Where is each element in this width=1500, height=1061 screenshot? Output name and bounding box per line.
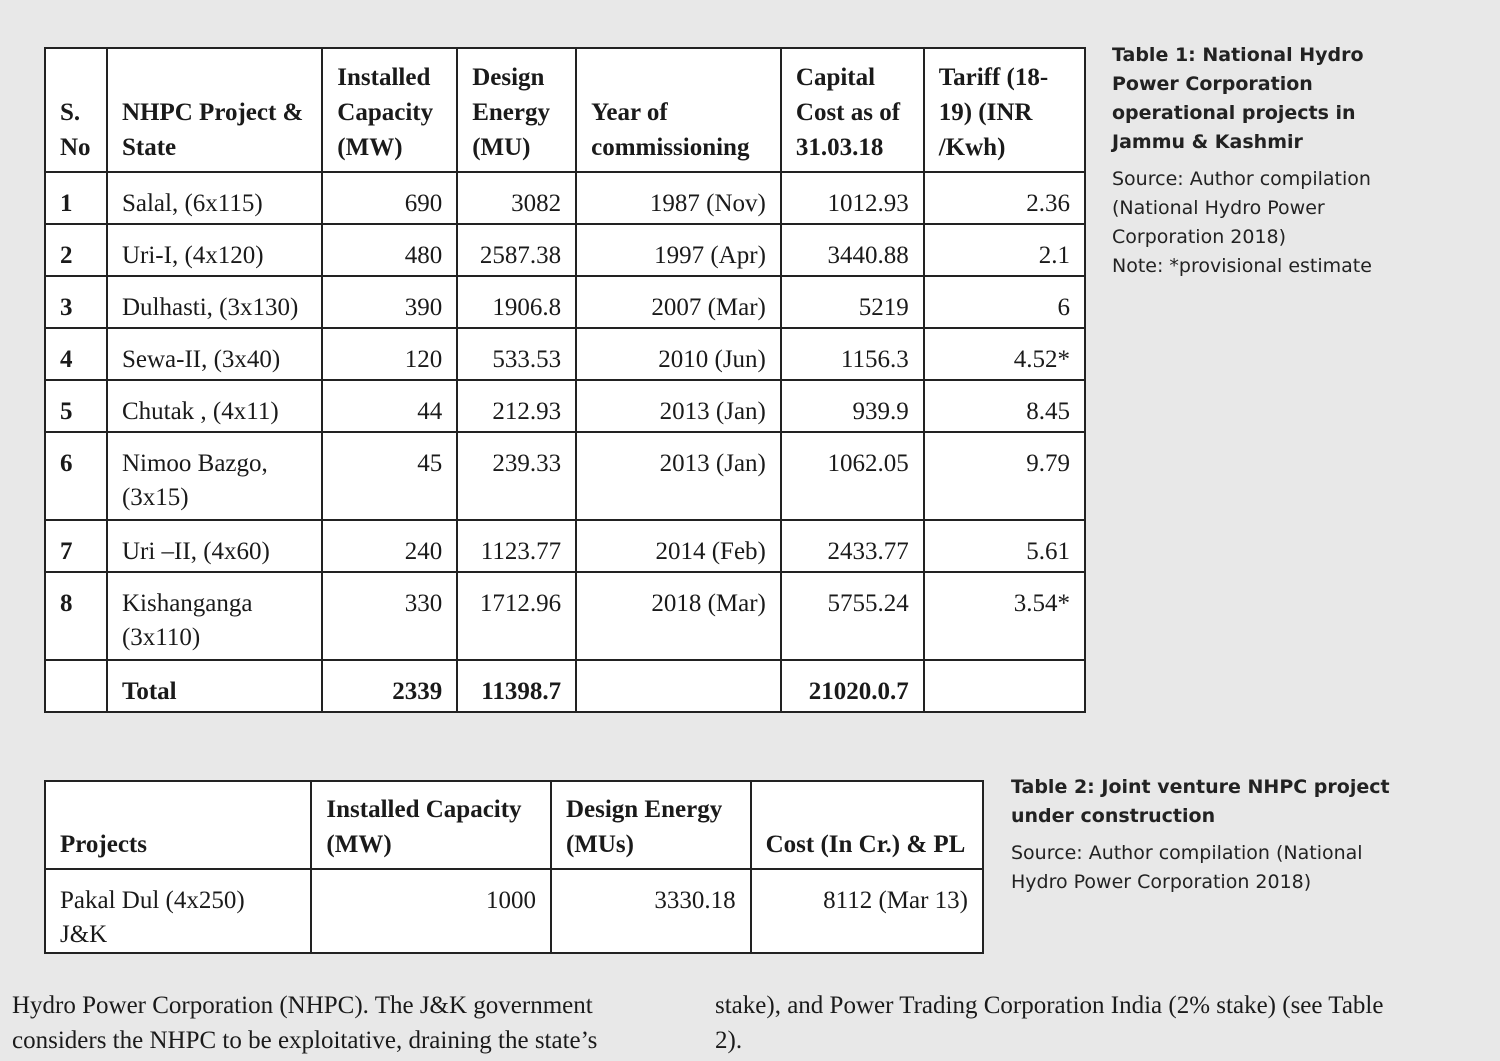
cell-design-energy: 239.33 — [457, 432, 576, 520]
table-row — [45, 276, 1085, 328]
cell-design-energy: 533.53 — [457, 328, 576, 380]
cell-year: 1997 (Apr) — [576, 224, 781, 276]
cell-tariff: 3.54* — [924, 572, 1085, 660]
header-capital-cost: Capital Cost as of 31.03.18 — [781, 48, 924, 172]
cell-year: 1987 (Nov) — [576, 172, 781, 224]
cell-capacity: 480 — [322, 224, 457, 276]
total-capital-cost: 21020.0.7 — [781, 660, 924, 712]
cell-capacity: 1000 — [311, 869, 551, 953]
table-1-caption-source: Source: Author compilation (National Hydro Power Corporation 2018) — [1112, 168, 1371, 248]
cell-s-no: 2 — [45, 224, 107, 276]
cell-capital-cost: 5219 — [781, 276, 924, 328]
table-2-caption-title: Table 2: Joint venture NHPC project under construction — [1011, 776, 1390, 827]
cell-capital-cost: 1062.05 — [781, 432, 924, 520]
table-row — [45, 572, 1085, 660]
cell-year: 2018 (Mar) — [576, 572, 781, 660]
cell-year: 2013 (Jan) — [576, 432, 781, 520]
cell-capital-cost: 3440.88 — [781, 224, 924, 276]
cell-capital-cost: 1156.3 — [781, 328, 924, 380]
cell-capital-cost: 2433.77 — [781, 520, 924, 572]
cell-s-no: 1 — [45, 172, 107, 224]
cell-capital-cost: 1012.93 — [781, 172, 924, 224]
cell-capacity: 390 — [322, 276, 457, 328]
table-row — [45, 172, 1085, 224]
cell-s-no: 8 — [45, 572, 107, 660]
header-year-commissioning: Year of commissioning — [576, 48, 781, 172]
table-1-caption-title: Table 1: National Hydro Power Corporation operational projects in Jammu & Kashmir — [1112, 44, 1364, 153]
cell-cost: 8112 (Mar 13) — [751, 869, 983, 953]
table-row — [45, 520, 1085, 572]
cell-tariff: 2.1 — [924, 224, 1085, 276]
cell-design-energy: 3330.18 — [551, 869, 751, 953]
cell-project: Uri –II, (4x60) — [107, 520, 322, 572]
cell-project: Nimoo Bazgo, (3x15) — [107, 432, 322, 520]
cell-project: Pakal Dul (4x250) J&K — [45, 869, 311, 953]
cell-capacity: 45 — [322, 432, 457, 520]
cell-project: Salal, (6x115) — [107, 172, 322, 224]
header-tariff: Tariff (18-19) (INR /Kwh) — [924, 48, 1085, 172]
header-installed-capacity: Installed Capacity (MW) — [311, 781, 551, 869]
body-text-column-2: stake), and Power Trading Corporation India (2% stake) (see Table 2). — [715, 992, 1384, 1054]
cell-year: 2010 (Jun) — [576, 328, 781, 380]
total-design-energy: 11398.7 — [457, 660, 576, 712]
cell-tariff: 2.36 — [924, 172, 1085, 224]
total-cell-s-no — [45, 660, 107, 712]
table-row — [45, 224, 1085, 276]
table-1-header-row — [45, 48, 1085, 172]
cell-s-no: 5 — [45, 380, 107, 432]
total-year — [576, 660, 781, 712]
cell-capacity: 690 — [322, 172, 457, 224]
table-row — [45, 432, 1085, 520]
total-tariff — [924, 660, 1085, 712]
cell-s-no: 7 — [45, 520, 107, 572]
cell-tariff: 8.45 — [924, 380, 1085, 432]
table-2-header-row — [45, 781, 983, 869]
cell-design-energy: 1906.8 — [457, 276, 576, 328]
table-total-row — [45, 660, 1085, 712]
cell-s-no: 3 — [45, 276, 107, 328]
cell-design-energy: 1712.96 — [457, 572, 576, 660]
table-row — [45, 869, 983, 953]
header-design-energy: Design Energy (MUs) — [551, 781, 751, 869]
cell-capital-cost: 5755.24 — [781, 572, 924, 660]
cell-tariff: 4.52* — [924, 328, 1085, 380]
cell-s-no: 4 — [45, 328, 107, 380]
cell-capacity: 44 — [322, 380, 457, 432]
header-cost: Cost (In Cr.) & PL — [751, 781, 983, 869]
header-project-state: NHPC Project & State — [107, 48, 322, 172]
table-row — [45, 328, 1085, 380]
table-2-caption — [1011, 773, 1391, 897]
total-label: Total — [107, 660, 322, 712]
table-1-caption-note: Note: *provisional estimate — [1112, 255, 1372, 277]
table-1-operational-projects — [44, 47, 1086, 713]
cell-tariff: 5.61 — [924, 520, 1085, 572]
table-1-caption — [1112, 41, 1412, 281]
cell-design-energy: 212.93 — [457, 380, 576, 432]
cell-tariff: 9.79 — [924, 432, 1085, 520]
total-capacity: 2339 — [322, 660, 457, 712]
cell-tariff: 6 — [924, 276, 1085, 328]
header-installed-capacity: Installed Capacity (MW) — [322, 48, 457, 172]
header-design-energy: Design Energy (MU) — [457, 48, 576, 172]
cell-design-energy: 2587.38 — [457, 224, 576, 276]
cell-capacity: 120 — [322, 328, 457, 380]
cell-project: Sewa-II, (3x40) — [107, 328, 322, 380]
cell-year: 2007 (Mar) — [576, 276, 781, 328]
header-projects: Projects — [45, 781, 311, 869]
cell-project: Dulhasti, (3x130) — [107, 276, 322, 328]
cell-s-no: 6 — [45, 432, 107, 520]
cell-design-energy: 3082 — [457, 172, 576, 224]
cell-project: Uri-I, (4x120) — [107, 224, 322, 276]
table-2-joint-venture — [44, 780, 984, 954]
header-s-no: S. No — [45, 48, 107, 172]
cell-capacity: 330 — [322, 572, 457, 660]
body-text-column-1: Hydro Power Corporation (NHPC). The J&K government considers the NHPC to be exploitative, draining the state’s — [12, 992, 598, 1054]
cell-year: 2013 (Jan) — [576, 380, 781, 432]
table-row — [45, 380, 1085, 432]
table-2-caption-source: Source: Author compilation (National Hydro Power Corporation 2018) — [1011, 842, 1363, 893]
cell-year: 2014 (Feb) — [576, 520, 781, 572]
cell-capital-cost: 939.9 — [781, 380, 924, 432]
cell-capacity: 240 — [322, 520, 457, 572]
cell-project: Chutak , (4x11) — [107, 380, 322, 432]
cell-design-energy: 1123.77 — [457, 520, 576, 572]
cell-project: Kishanganga (3x110) — [107, 572, 322, 660]
